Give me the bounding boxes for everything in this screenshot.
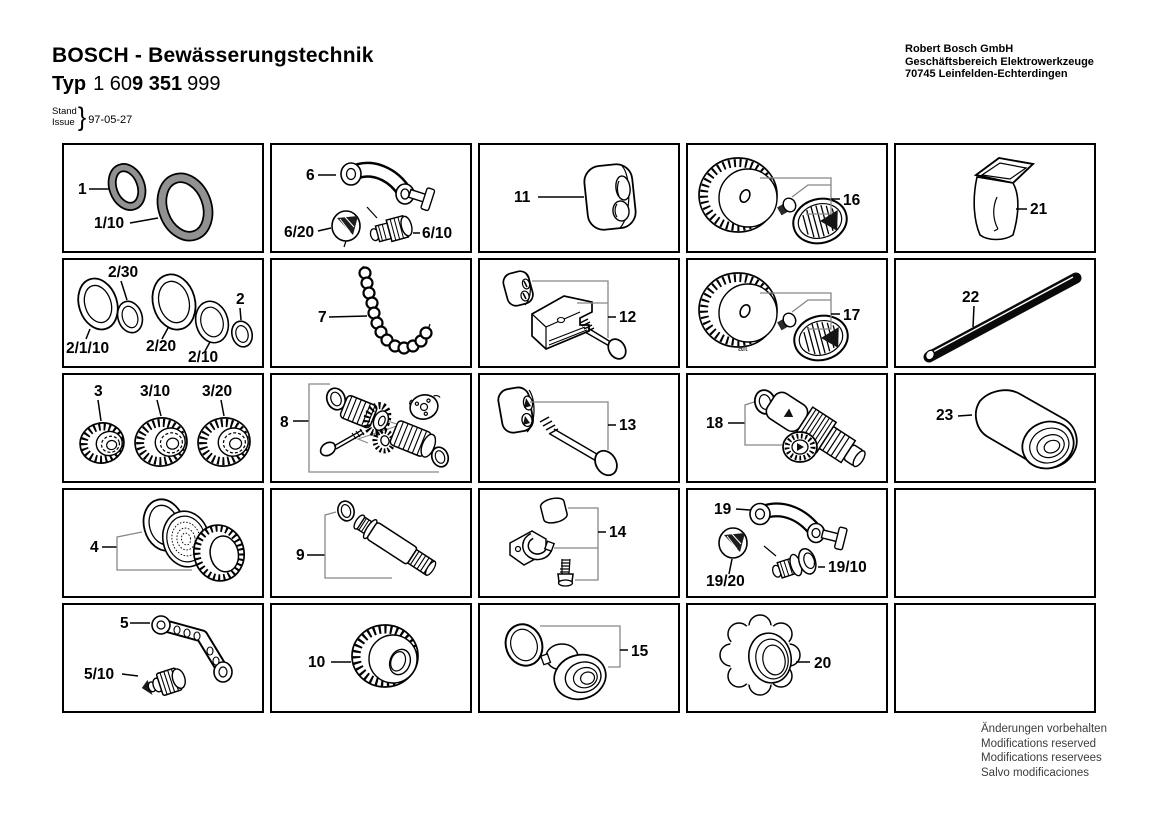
part-11-drawing bbox=[480, 145, 678, 251]
part-cell-18 bbox=[686, 373, 888, 483]
part-5-drawing bbox=[64, 605, 262, 711]
part-21-drawing bbox=[896, 145, 1094, 251]
legal-line-es: Salvo modificaciones bbox=[981, 766, 1090, 779]
part-label-3: 3 bbox=[94, 383, 103, 400]
part-label-13: 13 bbox=[619, 417, 637, 434]
part-cell-14 bbox=[478, 488, 680, 598]
part-label-2-10: 2/10 bbox=[188, 349, 219, 366]
company-address-block bbox=[905, 43, 1094, 81]
type-label: Typ bbox=[52, 73, 87, 95]
part-label-16: 16 bbox=[843, 192, 861, 209]
part-cell-17 bbox=[686, 258, 888, 368]
part-label-2-1-10: 2/1/10 bbox=[66, 340, 110, 357]
part-18-drawing bbox=[688, 375, 886, 481]
type-number-a: 1 60 bbox=[93, 73, 133, 95]
empty-cell-2 bbox=[894, 603, 1096, 713]
part-10-drawing bbox=[272, 605, 470, 711]
part-label-18: 18 bbox=[706, 415, 724, 432]
part-cell-2 bbox=[62, 258, 264, 368]
part-label-3-20: 3/20 bbox=[202, 383, 233, 400]
type-number-b: 9 351 bbox=[132, 73, 183, 95]
part-9-drawing bbox=[272, 490, 470, 596]
part-label-8: 8 bbox=[280, 414, 289, 431]
part-cell-23 bbox=[894, 373, 1096, 483]
part-label-22: 22 bbox=[962, 289, 980, 306]
part-label-10: 10 bbox=[308, 654, 326, 671]
part-label-7: 7 bbox=[318, 309, 327, 326]
company-line-2: Geschäftsbereich Elektrowerkzeuge bbox=[905, 55, 1094, 68]
part-23-drawing bbox=[896, 375, 1094, 481]
company-line-1: Robert Bosch GmbH bbox=[905, 43, 1014, 55]
part-8-drawing bbox=[272, 375, 470, 481]
part-label-15: 15 bbox=[631, 643, 649, 660]
part-cell-4 bbox=[62, 488, 264, 598]
part-16-drawing bbox=[688, 145, 886, 251]
part-label-6-20: 6/20 bbox=[284, 224, 315, 241]
part-label-5-10: 5/10 bbox=[84, 666, 115, 683]
type-number-line bbox=[52, 73, 374, 96]
part-label-2-20: 2/20 bbox=[146, 338, 177, 355]
part-label-17: 17 bbox=[843, 307, 861, 324]
part-label-12: 12 bbox=[619, 309, 637, 326]
part-7-drawing bbox=[272, 260, 470, 366]
page-title: BOSCH - Bewässerungstechnik bbox=[52, 44, 374, 67]
issue-date: 97-05-27 bbox=[88, 113, 133, 126]
part-1-drawing bbox=[64, 145, 262, 251]
legal-line-en: Modifications reserved bbox=[981, 737, 1097, 750]
part-cell-19 bbox=[686, 488, 888, 598]
part-label-2-30: 2/30 bbox=[108, 264, 139, 281]
part-label-9: 9 bbox=[296, 547, 305, 564]
part-cell-13 bbox=[478, 373, 680, 483]
part-2-drawing bbox=[64, 260, 262, 366]
part-label-5: 5 bbox=[120, 615, 129, 632]
part-cell-10 bbox=[270, 603, 472, 713]
part-cell-6 bbox=[270, 143, 472, 253]
part-6-drawing bbox=[272, 145, 470, 251]
part-label-19: 19 bbox=[714, 501, 732, 518]
part-label-11: 11 bbox=[514, 189, 531, 206]
part-label-6: 6 bbox=[306, 167, 315, 184]
parts-grid bbox=[62, 143, 1096, 713]
company-line-3: 70745 Leinfelden-Echterdingen bbox=[905, 68, 1068, 80]
part-cell-22 bbox=[894, 258, 1096, 368]
part-cell-15 bbox=[478, 603, 680, 713]
issue-label: Issue bbox=[52, 116, 75, 128]
part-cell-3 bbox=[62, 373, 264, 483]
part-20-drawing bbox=[688, 605, 886, 711]
brace-glyph: } bbox=[77, 102, 87, 132]
part-4-drawing bbox=[64, 490, 262, 596]
part-12-drawing bbox=[480, 260, 678, 366]
part-17-drawing bbox=[688, 260, 886, 366]
part-13-drawing bbox=[480, 375, 678, 481]
part-3-drawing bbox=[64, 375, 262, 481]
part-label-20: 20 bbox=[814, 655, 832, 672]
part-19-drawing bbox=[688, 490, 886, 596]
part-label-21: 21 bbox=[1030, 201, 1048, 218]
part-cell-20 bbox=[686, 603, 888, 713]
part-label-19-20: 19/20 bbox=[706, 573, 745, 590]
part-label-1-10: 1/10 bbox=[94, 215, 125, 232]
part-cell-7 bbox=[270, 258, 472, 368]
legal-line-de: Änderungen vorbehalten bbox=[981, 723, 1107, 735]
stand-issue-row bbox=[52, 103, 374, 132]
part-14-drawing bbox=[480, 490, 678, 596]
part-cell-11 bbox=[478, 143, 680, 253]
part-cell-9 bbox=[270, 488, 472, 598]
part-cell-16 bbox=[686, 143, 888, 253]
part-label-19-10: 19/10 bbox=[828, 559, 867, 576]
part-cell-8 bbox=[270, 373, 472, 483]
type-number-c: 999 bbox=[187, 73, 221, 95]
document-header bbox=[52, 44, 374, 132]
legal-notice-block bbox=[981, 722, 1107, 780]
stand-label: Stand bbox=[52, 106, 77, 117]
part-label-17-alt: alt bbox=[738, 343, 748, 353]
part-label-6-10: 6/10 bbox=[422, 225, 453, 242]
legal-line-fr: Modifications reservees bbox=[981, 752, 1102, 764]
part-cell-5 bbox=[62, 603, 264, 713]
part-label-3-10: 3/10 bbox=[140, 383, 171, 400]
part-label-2: 2 bbox=[236, 291, 245, 308]
part-22-drawing bbox=[896, 260, 1094, 366]
part-cell-21 bbox=[894, 143, 1096, 253]
part-15-drawing bbox=[480, 605, 678, 711]
part-label-23: 23 bbox=[936, 407, 954, 424]
part-cell-1 bbox=[62, 143, 264, 253]
part-label-14: 14 bbox=[609, 524, 627, 541]
empty-cell-1 bbox=[894, 488, 1096, 598]
part-label-4: 4 bbox=[90, 539, 99, 556]
stand-issue-labels bbox=[52, 107, 77, 128]
part-label-1: 1 bbox=[78, 181, 87, 198]
part-cell-12 bbox=[478, 258, 680, 368]
